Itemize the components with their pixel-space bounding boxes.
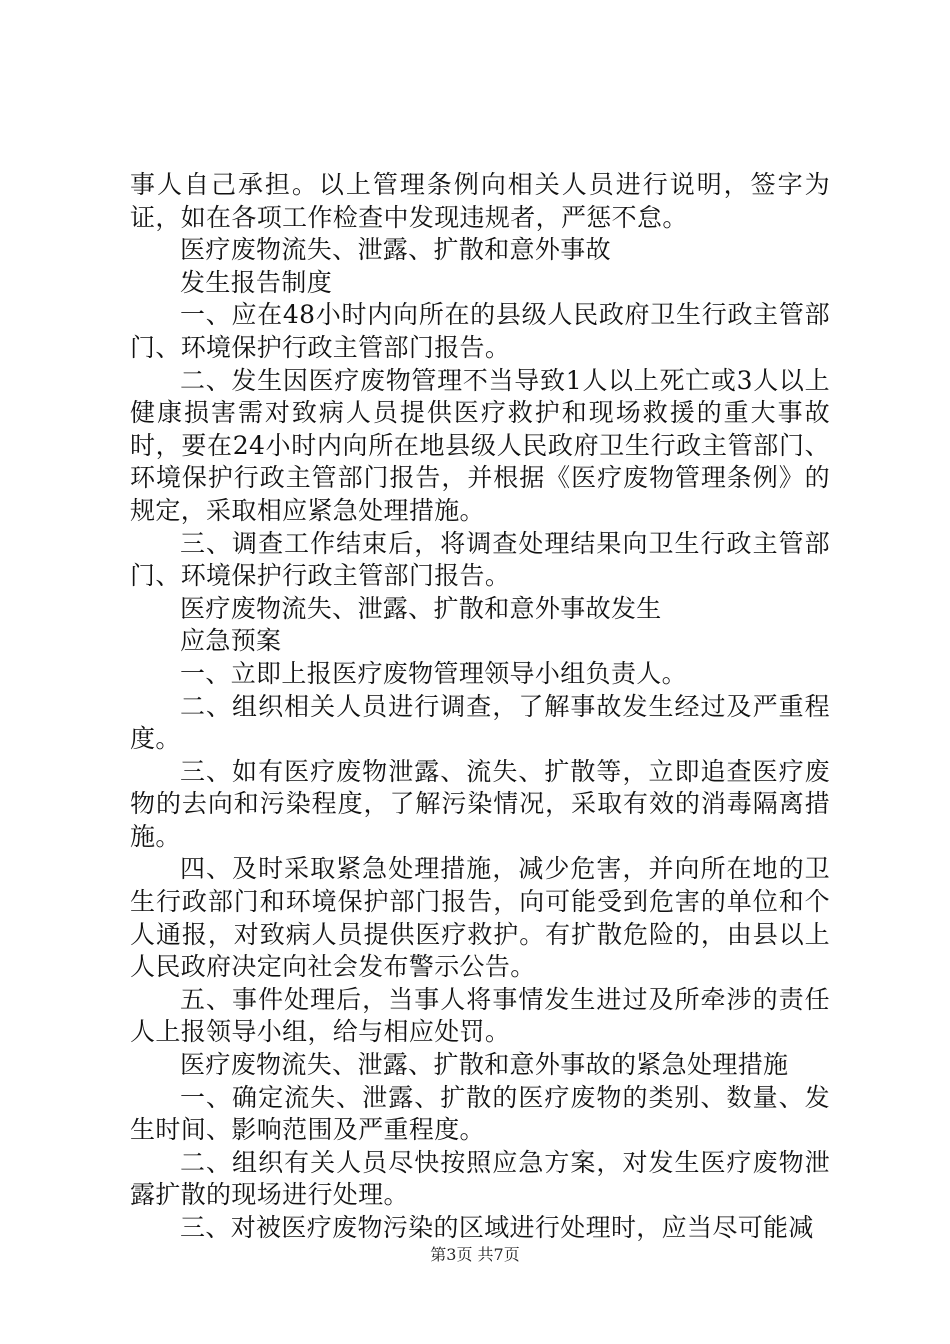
section-title-report-line-1: 医疗废物流失、泄露、扩散和意外事故 (180, 235, 611, 265)
section-title-measures: 医疗废物流失、泄露、扩散和意外事故的紧急处理措施 (180, 1050, 789, 1080)
paragraph-report-item-1: 一、应在48小时内向所在的县级人民政府卫生行政主管部门、环境保护行政主管部门报告。 (130, 300, 830, 362)
paragraph-1: 事人自己承担。以上管理条例向相关人员进行说明，签字为证，如在各项工作检查中发现违规者，严惩不怠。 (130, 170, 830, 232)
paragraph-plan-item-5: 五、事件处理后，当事人将事情发生进过及所牵涉的责任人上报领导小组，给与相应处罚。 (130, 984, 830, 1047)
paragraph-plan-item-4: 四、及时采取紧急处理措施，减少危害，并向所在地的卫生行政部门和环境保护部门报告，向可能受到危害的单位和个人通报，对致病人员提供医疗救护。有扩散危险的，由县以上人民政府决定向社会发布警示公告。 (130, 854, 830, 982)
paragraph-report-item-3: 三、调查工作结束后，将调查处理结果向卫生行政主管部门、环境保护行政主管部门报告。 (130, 528, 830, 591)
section-title-report-line-2: 发生报告制度 (180, 267, 333, 297)
paragraph-plan-item-2: 二、组织相关人员进行调查，了解事故发生经过及严重程度。 (130, 691, 830, 754)
paragraph-measures-item-1: 一、确定流失、泄露、扩散的医疗废物的类别、数量、发生时间、影响范围及严重程度。 (130, 1082, 830, 1145)
paragraph-plan-item-1: 一、立即上报医疗废物管理领导小组负责人。 (180, 658, 688, 688)
document-body (130, 169, 830, 1245)
section-title-plan-line-1: 医疗废物流失、泄露、扩散和意外事故发生 (180, 593, 662, 623)
paragraph-report-item-2: 二、发生因医疗废物管理不当导致1人以上死亡或3人以上健康损害需对致病人员提供医疗救护和现场救援的重大事故时，要在24小时内向所在地县级人民政府卫生行政主管部门、环境保护行政主管部门报告，并根据《医疗废物管理条例》的规定，采取相应紧急处理措施。 (130, 365, 830, 525)
section-title-plan-line-2: 应急预案 (180, 626, 282, 656)
page-number-footer: 第3页 共7页 (430, 1245, 520, 1264)
paragraph-measures-item-3: 三、对被医疗废物污染的区域进行处理时，应当尽可能减 (180, 1213, 814, 1242)
paragraph-measures-item-2: 二、组织有关人员尽快按照应急方案，对发生医疗废物泄露扩散的现场进行处理。 (130, 1147, 830, 1210)
paragraph-plan-item-3: 三、如有医疗废物泄露、流失、扩散等，立即追查医疗废物的去向和污染程度，了解污染情况，采取有效的消毒隔离措施。 (130, 756, 830, 851)
